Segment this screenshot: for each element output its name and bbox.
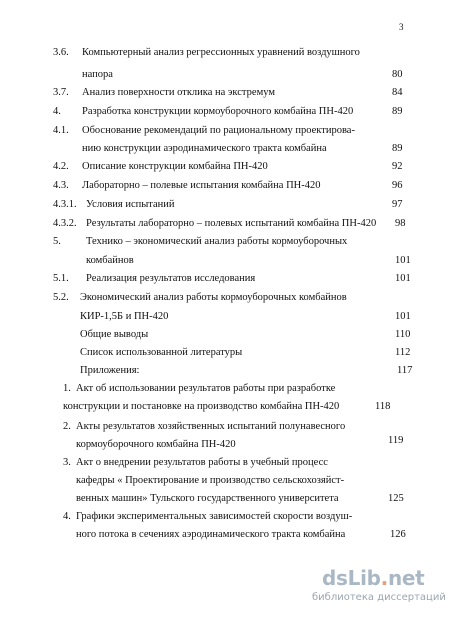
toc-entry-page: 92 [392, 161, 403, 172]
toc-entry-title: Условия испытаний [86, 199, 175, 210]
toc-entry-page: 101 [395, 273, 411, 284]
toc-entry-page: 89 [392, 106, 403, 117]
toc-entry-title: Технико – экономический анализ работы кормоуборочных [86, 236, 348, 247]
toc-entry-title: Общие выводы [80, 329, 149, 340]
toc-entry-title: Описание конструкции комбайна ПН-420 [82, 161, 268, 172]
toc-entry-title: Обоснование рекомендаций по рациональному проектирова- [82, 125, 355, 136]
toc-entry-page: 119 [388, 435, 404, 446]
watermark-logo: dsLib.net [322, 566, 425, 590]
toc-entry-title: Экономический анализ работы кормоуборочных комбайнов [80, 292, 347, 303]
toc-entry-number: 4.3. [53, 180, 69, 191]
toc-entry-page: 101 [395, 311, 411, 322]
toc-entry-title: ного потока в сечениях аэродинамического тракта комбайна [76, 529, 346, 540]
toc-entry-number: 3. [63, 457, 71, 468]
toc-entry-title: кормоуборочного комбайна ПН-420 [76, 439, 236, 450]
toc-entry-title: КИР-1,5Б и ПН-420 [80, 311, 169, 322]
toc-entry-page: 84 [392, 87, 403, 98]
toc-entry-page: 96 [392, 180, 403, 191]
toc-entry-number: 2. [63, 421, 71, 432]
toc-entry-number: 5. [53, 236, 61, 247]
toc-entry-page: 112 [395, 347, 411, 358]
toc-entry-number: 4. [63, 511, 71, 522]
toc-entry-number: 4. [53, 106, 61, 117]
toc-entry-page: 117 [397, 365, 413, 376]
watermark-subtitle: библиотека диссертаций [312, 592, 446, 603]
toc-entry-number: 5.1. [53, 273, 69, 284]
toc-entry-number: 4.3.2. [53, 218, 77, 229]
toc-entry-title: Разработка конструкции кормоуборочного комбайна ПН-420 [82, 106, 354, 117]
toc-entry-title: Приложения: [80, 365, 140, 376]
toc-entry-number: 5.2. [53, 292, 69, 303]
toc-entry-title: венных машин» Тульского государственного университета [76, 493, 339, 504]
toc-entry-title: Акты результатов хозяйственных испытаний полунавесного [76, 421, 346, 432]
toc-entry-title: кафедры « Проектирование и производство сельскохозяйст- [76, 475, 345, 486]
toc-entry-title: Анализ поверхности отклика на экстремум [82, 87, 275, 98]
toc-entry-title: Лабораторно – полевые испытания комбайна ПН-420 [82, 180, 321, 191]
toc-entry-title: Акт об использовании результатов работы при разработке [76, 383, 336, 394]
toc-entry-title: Реализация результатов исследования [86, 273, 256, 284]
toc-entry-number: 4.2. [53, 161, 69, 172]
toc-entry-title: нию конструкции аэродинамического тракта комбайна [82, 143, 327, 154]
toc-entry-page: 98 [395, 218, 406, 229]
toc-entry-number: 4.3.1. [53, 199, 77, 210]
toc-entry-title: Результаты лабораторно – полевых испытаний комбайна ПН-420 [86, 218, 377, 229]
toc-entry-page: 80 [392, 69, 403, 80]
toc-entry-page: 118 [375, 401, 391, 412]
toc-entry-page: 101 [395, 255, 411, 266]
toc-entry-page: 110 [395, 329, 411, 340]
toc-entry-number: 4.1. [53, 125, 69, 136]
toc-entry-title: комбайнов [86, 255, 134, 266]
toc-entry-number: 1. [63, 383, 71, 394]
toc-entry-page: 126 [390, 529, 406, 540]
toc-entry-number: 3.7. [53, 87, 69, 98]
toc-entry-number: 3.6. [53, 47, 69, 58]
toc-entry-title: Акт о внедрении результатов работы в учебный процесс [76, 457, 328, 468]
page-number: 3 [399, 22, 404, 32]
toc-entry-page: 125 [388, 493, 404, 504]
toc-entry-title: напора [82, 69, 113, 80]
toc-entry-title: Список использованной литературы [80, 347, 243, 358]
toc-entry-title: Графики экспериментальных зависимостей скорости воздуш- [76, 511, 353, 522]
toc-entry-title: Компьютерный анализ регрессионных уравнений воздушного [82, 47, 360, 58]
toc-entry-title: конструкции и постановке на производство комбайна ПН-420 [63, 401, 340, 412]
toc-entry-page: 97 [392, 199, 403, 210]
toc-entry-page: 89 [392, 143, 403, 154]
